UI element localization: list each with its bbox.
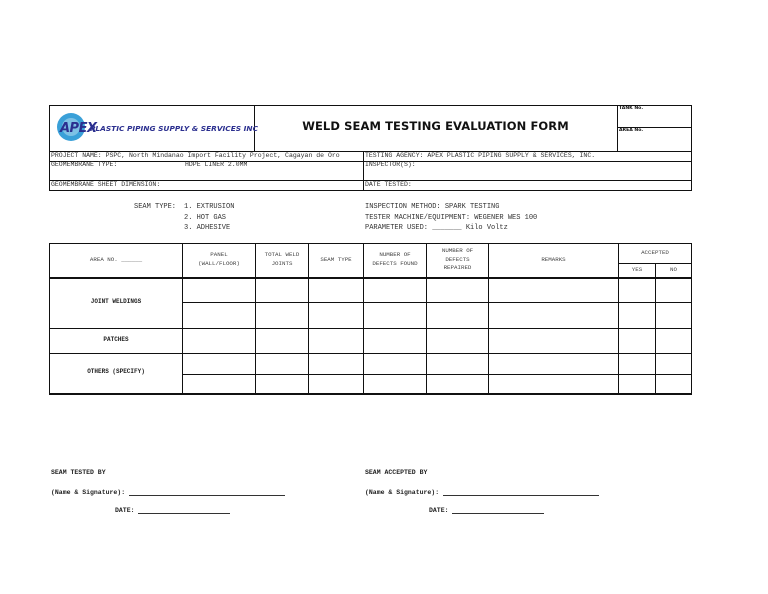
seam-type-item: 2. HOT GAS <box>184 213 227 222</box>
table-top-border <box>49 243 692 244</box>
header-yes: YES <box>631 266 643 273</box>
header-defects-found <box>364 251 426 268</box>
accepted-name-signature <box>365 488 599 496</box>
row-line <box>182 302 692 303</box>
seam-tested-by-label <box>51 469 106 476</box>
form-title: WELD SEAM TESTING EVALUATION FORM <box>302 119 569 133</box>
tested-name-signature <box>51 488 285 496</box>
header-defects-repaired-line: NUMBER OF <box>441 247 474 254</box>
info-bottom-border <box>49 190 692 191</box>
project-name: PROJECT NAME: PSPC, North Mindanao Import Facility Project, Cagayan de Oro <box>51 152 340 159</box>
seam-type-item: 1. EXTRUSION <box>184 203 235 211</box>
row-group-others: OTHERS (SPECIFY) <box>87 368 145 375</box>
header-total-weld-line: TOTAL WELD <box>264 251 300 258</box>
header-defects-repaired-line: REPAIRED <box>443 264 472 271</box>
tank-no-label: TANK No. <box>619 106 644 111</box>
header-total-weld <box>256 251 308 268</box>
date-label: DATE: <box>115 507 135 514</box>
accepted-name-signature-line[interactable] <box>443 488 599 496</box>
date-tested-label: DATE TESTED: <box>365 181 412 188</box>
row-group-patches: PATCHES <box>103 336 129 343</box>
tester-machine: TESTER MACHINE/EQUIPMENT: WEGENER WES 100 <box>365 213 538 222</box>
header-defects-found-line: DEFECTS FOUND <box>372 259 418 267</box>
seam-type-list <box>184 202 234 234</box>
header-panel <box>183 251 255 268</box>
accepted-date <box>429 506 544 514</box>
inspectors-label: INSPECTOR(S): <box>365 161 416 168</box>
testing-agency: TESTING AGENCY: APEX PLASTIC PIPING SUPPLY & SERVICES, INC. <box>365 152 596 159</box>
header-defects-repaired <box>427 247 488 273</box>
group-divider <box>49 353 692 354</box>
inspection-details <box>365 202 537 234</box>
date-label: DATE: <box>429 507 449 514</box>
table-col-line <box>655 263 656 394</box>
header-bottom-border <box>49 277 692 279</box>
table-right-border <box>691 105 692 190</box>
parameter-used: PARAMETER USED: _______ Kilo Voltz <box>365 224 508 232</box>
company-logo <box>54 110 259 146</box>
header-area-no: AREA NO. ______ <box>89 256 143 263</box>
header-panel-line: (WALL/FLOOR) <box>198 259 240 267</box>
row-group-joint-weldings: JOINT WELDINGS <box>90 298 142 305</box>
row-line <box>182 374 692 375</box>
header-defects-found-line: NUMBER OF <box>379 251 411 258</box>
group-divider <box>49 328 692 329</box>
header-seam-type: SEAM TYPE <box>320 256 352 263</box>
table-col-line <box>691 243 692 394</box>
geomembrane-type-value: HDPE LINER 2.0MM <box>185 161 248 168</box>
header-panel-line: PANEL <box>210 251 228 258</box>
sheet-dimension-label: GEOMEMBRANE SHEET DIMENSION: <box>51 181 161 188</box>
area-no-label: AREA No. <box>619 128 644 133</box>
tested-name-signature-line[interactable] <box>129 488 285 496</box>
geomembrane-type-label: GEOMEMBRANE TYPE: <box>51 161 118 168</box>
info-column-divider <box>363 151 364 190</box>
seam-accepted-by-text: SEAM ACCEPTED BY <box>365 469 428 476</box>
logo-tagline: PLASTIC PIPING SUPPLY & SERVICES INC <box>90 124 259 133</box>
name-signature-label: (Name & Signature): <box>51 489 126 496</box>
header-accepted: ACCEPTED <box>641 249 669 256</box>
logo-word: APEX <box>60 121 97 136</box>
table-left-border <box>49 105 50 190</box>
inspection-method: INSPECTION METHOD: SPARK TESTING <box>365 203 500 211</box>
seam-type-label: SEAM TYPE: <box>134 203 177 211</box>
table-col-line <box>308 243 309 394</box>
header-top-border <box>49 105 692 106</box>
tested-date-line[interactable] <box>138 506 230 514</box>
table-bottom-border <box>49 393 692 395</box>
seam-type-item: 3. ADHESIVE <box>184 224 231 232</box>
seam-tested-by-text: SEAM TESTED BY <box>51 469 106 476</box>
accepted-date-line[interactable] <box>452 506 544 514</box>
header-defects-repaired-line: DEFECTS <box>445 255 470 263</box>
seam-accepted-by-label <box>365 469 427 476</box>
tested-date <box>115 506 230 514</box>
header-no: NO <box>670 266 677 273</box>
header-remarks: REMARKS <box>541 256 566 263</box>
table-col-line <box>488 243 489 394</box>
header-total-weld-line: JOINTS <box>271 259 293 267</box>
tank-area-divider <box>617 105 618 151</box>
name-signature-label: (Name & Signature): <box>365 489 440 496</box>
